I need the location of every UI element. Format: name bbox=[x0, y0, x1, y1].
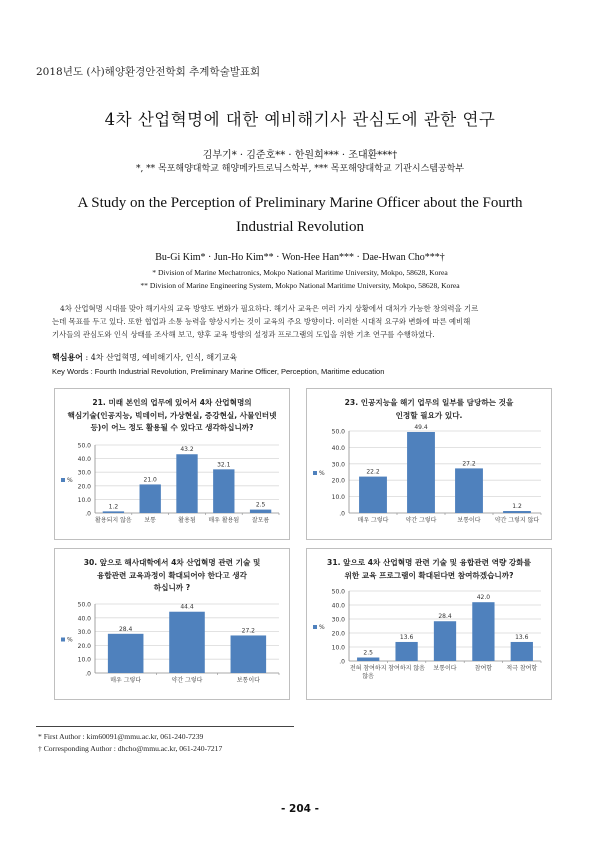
chart-q30-legend-swatch bbox=[61, 638, 65, 642]
chart-q23-bar bbox=[455, 468, 483, 513]
chart-q30-ytick-label: .0 bbox=[85, 670, 91, 678]
chart-q31-bar bbox=[357, 658, 379, 662]
chart-q23-bar bbox=[503, 511, 531, 513]
chart-q30-category-label: 약간 그렇다 bbox=[171, 677, 203, 684]
chart-q21-category-label: 활용됨 bbox=[178, 517, 196, 524]
chart-q21-title-line: 21. 미래 본인의 업무에 있어서 4차 산업혁명의 bbox=[92, 398, 252, 407]
chart-q30-category-label: 보통이다 bbox=[236, 677, 260, 684]
chart-q30-ytick-label: 40.0 bbox=[77, 615, 91, 623]
chart-q21-legend-label: % bbox=[67, 477, 73, 484]
abstract-line-3: 기사들의 관심도와 인식 상태를 조사해 보고, 향후 교육 방향의 설정과 프로그램의 도입을 위한 기초 연구를 수행하였다. bbox=[52, 330, 435, 339]
chart-q23-title-line: 23. 인공지능을 해기 업무의 일부를 담당하는 것을 bbox=[344, 398, 514, 407]
footnote-corresponding-author: † Corresponding Author : dhcho@mmu.ac.kr, 061-240-7217 bbox=[38, 744, 223, 753]
page-number: - 204 - bbox=[281, 803, 319, 815]
paper-title-english bbox=[40, 191, 560, 239]
keywords-english bbox=[52, 367, 384, 376]
abstract-line-2: 는데 목표를 두고 있다. 또한 협업과 소통 능력을 향상시키는 것이 교육의 주요 방향이다. 이러한 시대적 요구와 변화에 따른 예비해 bbox=[52, 317, 471, 326]
chart-q21-title-line: 핵심기술(인공지능, 빅데이터, 가상현실, 증강현실, 사물인터넷 bbox=[67, 410, 277, 420]
chart-q23-ytick-label: 10.0 bbox=[331, 494, 345, 502]
chart-q21-ytick-label: 30.0 bbox=[77, 469, 91, 477]
chart-q21-ytick-label: .0 bbox=[85, 510, 91, 518]
chart-q21-bar bbox=[213, 469, 234, 513]
chart-q21 bbox=[54, 388, 290, 540]
chart-q23-title-line: 인정할 필요가 있다. bbox=[395, 410, 463, 420]
chart-q30-bar bbox=[108, 634, 144, 673]
chart-q21-ytick-label: 50.0 bbox=[77, 442, 91, 450]
chart-q21-plot bbox=[55, 389, 289, 539]
chart-q23-legend-label: % bbox=[319, 470, 325, 477]
chart-q21-data-label: 21.0 bbox=[143, 476, 157, 484]
chart-q30-bar bbox=[169, 612, 205, 673]
chart-q30-ytick-label: 10.0 bbox=[77, 656, 91, 664]
keywords-korean-text: : 4차 산업혁명, 예비해기사, 인식, 해기교육 bbox=[85, 353, 238, 362]
chart-q23-ytick-label: 20.0 bbox=[331, 477, 345, 485]
chart-q21-title-line: 등)이 어느 정도 활용될 수 있다고 생각하십니까? bbox=[90, 423, 254, 432]
chart-q31-ytick-label: 40.0 bbox=[331, 602, 345, 610]
chart-q31-title-line: 위한 교육 프로그램이 확대된다면 참여하겠습니까? bbox=[344, 570, 514, 580]
chart-q31-category-label: 참여함 bbox=[474, 665, 493, 672]
chart-q30-data-label: 44.4 bbox=[180, 603, 194, 611]
chart-q21-legend-swatch bbox=[61, 478, 65, 482]
chart-q23-ytick-label: 40.0 bbox=[331, 444, 345, 452]
abstract-line-1: 4차 산업혁명 시대를 맞아 해기사의 교육 방향도 변화가 필요하다. 해기사 교육은 여러 가지 상황에서 대처가 가능한 창의력을 기르 bbox=[60, 304, 479, 313]
chart-q31-bar bbox=[395, 642, 417, 661]
chart-q23-data-label: 1.2 bbox=[512, 503, 522, 511]
chart-q31-category-label: 전혀 참여하지 bbox=[349, 665, 387, 672]
authors-english: Bu-Gi Kim* · Jun-Ho Kim** · Won-Hee Han*** · Dae-Hwan Cho***† bbox=[155, 252, 445, 263]
chart-q23-bar bbox=[359, 477, 387, 513]
paper-title-korean: 4차 산업혁명에 대한 예비해기사 관심도에 관한 연구 bbox=[104, 110, 496, 129]
footnote-divider bbox=[36, 726, 294, 727]
chart-q30-title-line: 30. 앞으로 해사대학에서 4차 산업혁명 관련 기술 및 bbox=[83, 558, 261, 567]
chart-q31-ytick-label: .0 bbox=[339, 658, 345, 666]
abstract bbox=[52, 302, 552, 341]
chart-q31-bar bbox=[434, 621, 456, 661]
chart-q23 bbox=[306, 388, 552, 540]
chart-q31-plot bbox=[307, 549, 551, 699]
chart-q31-category-label: 않음 bbox=[362, 673, 374, 680]
chart-q31-legend-label: % bbox=[319, 624, 325, 631]
chart-q31-data-label: 13.6 bbox=[399, 633, 414, 641]
chart-q31-category-label: 보통이다 bbox=[433, 665, 457, 672]
paper-title-english-line-1: A Study on the Perception of Preliminary Marine Officer about the Fourth bbox=[77, 195, 523, 211]
chart-q30-plot bbox=[55, 549, 289, 699]
paper-title-english-line-2: Industrial Revolution bbox=[236, 219, 364, 235]
chart-q23-bar bbox=[407, 432, 435, 513]
chart-q30-legend-label: % bbox=[67, 636, 73, 644]
chart-q30-title-line: 하십니까 ? bbox=[153, 583, 191, 592]
chart-q21-ytick-label: 40.0 bbox=[77, 456, 91, 464]
conference-header: 2018년도 (사)해양환경안전학회 추계학술발표회 bbox=[36, 66, 261, 78]
chart-q31-title-line: 31. 앞으로 4차 산업혁명 관련 기술 및 융합관련 역량 강화를 bbox=[327, 558, 531, 567]
chart-q30-ytick-label: 20.0 bbox=[77, 642, 91, 650]
keywords-english-text: : Fourth Industrial Revolution, Preliminary Marine Officer, Perception, Maritime education bbox=[90, 367, 385, 376]
chart-q21-category-label: 잘모름 bbox=[251, 517, 270, 524]
chart-q21-category-label: 매우 활용됨 bbox=[208, 517, 240, 524]
affiliation-english-1: * Division of Marine Mechatronics, Mokpo National Maritime University, Mokpo, 58628, Korea bbox=[152, 268, 448, 277]
chart-q23-ytick-label: 50.0 bbox=[331, 428, 345, 436]
chart-q21-category-label: 보통 bbox=[144, 517, 156, 524]
chart-q23-category-label: 매우 그렇다 bbox=[357, 517, 389, 524]
chart-q30 bbox=[54, 548, 290, 700]
chart-q21-bar bbox=[140, 484, 161, 513]
chart-q31-category-label: 적극 참여함 bbox=[506, 665, 538, 672]
chart-q30-data-label: 28.4 bbox=[118, 625, 133, 633]
chart-q21-bar bbox=[103, 511, 124, 513]
chart-q21-data-label: 32.1 bbox=[217, 461, 231, 469]
chart-q31-category-label: 참여하지 않음 bbox=[388, 665, 425, 672]
chart-q31-data-label: 2.5 bbox=[363, 649, 373, 657]
chart-q23-category-label: 약간 그렇지 않다 bbox=[494, 517, 540, 524]
chart-q23-data-label: 27.2 bbox=[462, 460, 476, 468]
chart-q31-bar bbox=[511, 642, 533, 661]
chart-q30-category-label: 매우 그렇다 bbox=[110, 677, 142, 684]
affiliation-english-2: ** Division of Marine Engineering System, Mokpo National Maritime University, Mokpo, 58628, Korea bbox=[140, 281, 460, 290]
chart-q21-data-label: 43.2 bbox=[180, 446, 194, 454]
chart-q21-category-label: 활용되지 않음 bbox=[95, 517, 132, 524]
chart-q30-ytick-label: 30.0 bbox=[77, 629, 91, 637]
keywords-english-label: Key Words bbox=[52, 367, 89, 376]
chart-q23-ytick-label: .0 bbox=[339, 510, 345, 518]
chart-q31-data-label: 42.0 bbox=[476, 594, 491, 602]
keywords-korean bbox=[52, 352, 237, 363]
chart-q23-legend-swatch bbox=[313, 471, 317, 475]
chart-q31-bar bbox=[472, 602, 494, 661]
chart-q21-data-label: 2.5 bbox=[255, 501, 266, 509]
keywords-korean-label: 핵심용어 bbox=[52, 353, 83, 362]
chart-q31-legend-swatch bbox=[313, 625, 317, 629]
chart-q31-data-label: 28.4 bbox=[438, 613, 452, 621]
chart-q23-data-label: 49.4 bbox=[414, 423, 428, 431]
chart-q21-ytick-label: 10.0 bbox=[77, 496, 91, 504]
chart-q31-data-label: 13.6 bbox=[515, 633, 529, 641]
chart-q23-plot bbox=[307, 389, 551, 539]
chart-q23-category-label: 약간 그렇다 bbox=[405, 517, 437, 524]
chart-q21-bar bbox=[176, 454, 197, 513]
chart-q31 bbox=[306, 548, 552, 700]
chart-q30-data-label: 27.2 bbox=[241, 627, 256, 635]
chart-q30-bar bbox=[231, 635, 267, 673]
authors-korean: 김부기* · 김준호** · 한원희*** · 조대환***† bbox=[202, 150, 398, 161]
chart-q31-ytick-label: 10.0 bbox=[331, 644, 345, 652]
chart-q21-data-label: 1.2 bbox=[108, 503, 119, 511]
chart-q31-ytick-label: 50.0 bbox=[331, 588, 345, 596]
chart-q21-ytick-label: 20.0 bbox=[77, 483, 91, 491]
chart-q23-ytick-label: 30.0 bbox=[331, 461, 345, 469]
chart-q23-data-label: 22.2 bbox=[366, 468, 380, 476]
footnote-first-author: * First Author : kim60091@mmu.ac.kr, 061-240-7239 bbox=[38, 732, 204, 741]
chart-q30-ytick-label: 50.0 bbox=[77, 601, 91, 609]
chart-q21-bar bbox=[250, 510, 271, 513]
chart-q30-title-line: 융합관련 교육과정이 확대되어야 한다고 생각 bbox=[97, 570, 247, 580]
chart-q31-ytick-label: 30.0 bbox=[331, 616, 345, 624]
affiliation-korean: *, ** 목포해양대학교 해양메카트로닉스학부, *** 목포해양대학교 기관시스템공학부 bbox=[135, 164, 465, 174]
chart-q23-category-label: 보통이다 bbox=[457, 517, 481, 524]
chart-q31-ytick-label: 20.0 bbox=[331, 630, 345, 638]
